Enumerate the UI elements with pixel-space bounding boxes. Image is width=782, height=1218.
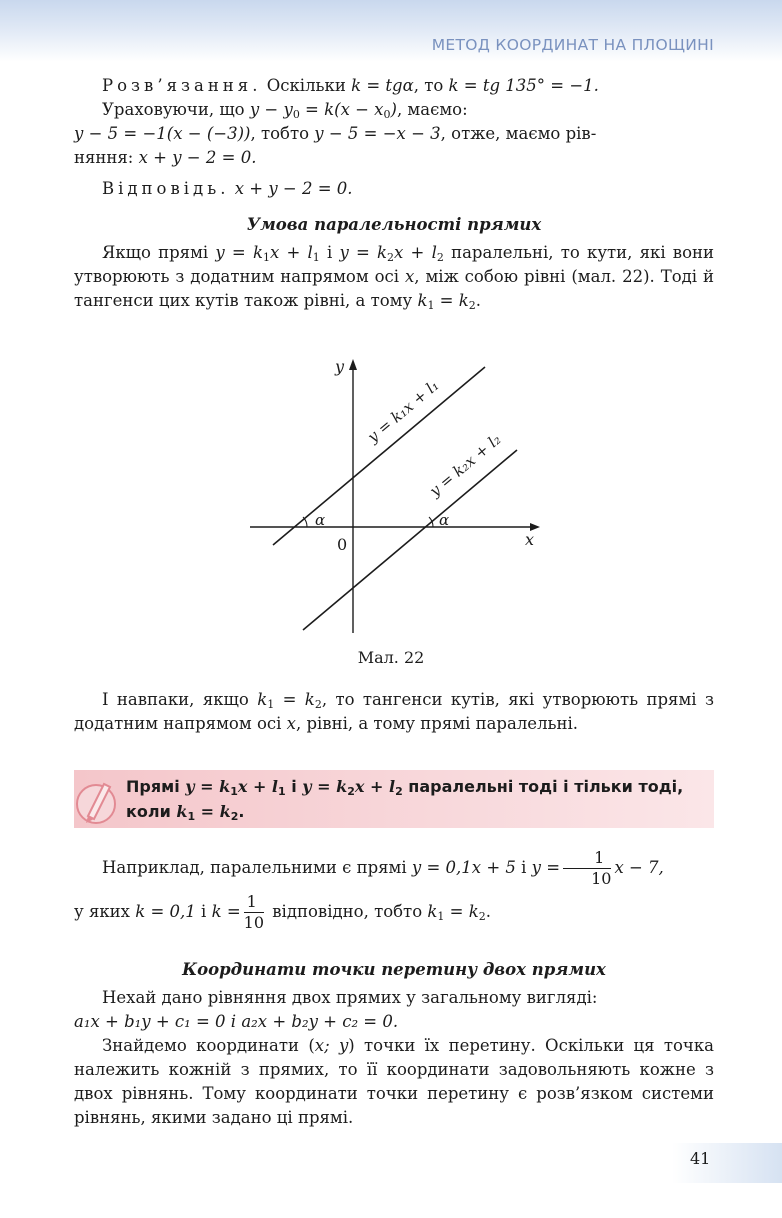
example-line-2: у яких k = 0,1 і k = $\frac{1}{10}$ відповідно, тобто $k_1 = k_2$. (74, 892, 491, 932)
running-header: МЕТОД КООРДИНАТ НА ПЛОЩИНІ (431, 36, 714, 54)
intersection-block (74, 958, 714, 1130)
example-block (74, 846, 714, 934)
figure-caption: Мал. 22 (357, 648, 425, 667)
parallel-paragraph: Якщо прямі $y = k_1x + l_1$ і $y = k_2x + l_2$ паралельні, то кути, які вони утворюють з додатним напрямом осі x, між собою рівні (мал. 22). Тоді й тангенси цих кутів також рівні, а тому $k_1 = k_2$. (74, 243, 715, 312)
x-axis-label: x (525, 530, 535, 549)
page-number: 41 (690, 1149, 711, 1168)
conversely-paragraph: І навпаки, якщо $k_1 = k_2$, то тангенси кутів, які утворюють прямі з додатним напрямом осі x, рівні, а тому прямі паралельні. (74, 690, 714, 733)
solution-line-4: няння: x + y − 2 = 0. (74, 148, 257, 167)
page-content (74, 70, 714, 313)
solution-line-2: Ураховуючи, що $y - y_0 = k(x - x_0)$, маємо: (102, 100, 468, 121)
intersection-heading: Координати точки перетину двох прямих (182, 960, 606, 979)
alpha-label-2: α (439, 511, 450, 529)
line-2 (303, 450, 517, 630)
fraction-one-tenth: $\frac{1}{10}$ (563, 848, 611, 889)
line-1-label: y = k₁x + l₁ (364, 376, 443, 447)
fraction-one-tenth-2: $\frac{1}{10}$ (243, 892, 265, 932)
footer-band (672, 1143, 782, 1183)
rule-box (74, 770, 714, 828)
parallel-heading: Умова паралельності прямих (246, 215, 542, 234)
solution-line-1: Розв’язання. Оскільки k = tgα, то k = tg 135° = −1. (102, 76, 599, 95)
line-2-label: y = k₂x + l₂ (426, 430, 505, 501)
y-axis-label: y (335, 357, 345, 376)
rule-text: Прямі $y = k_1x + l_1$ і $y = k_2x + l_2$ паралельні тоді і тільки тоді, коли $k_1 = k_2$. (126, 777, 684, 823)
intersection-paragraph-2: Знайдемо координати (x; y) точки їх перетину. Оскільки ця точка належить кожній з прямих, то її координати задовольняють кожне з двох рівнянь. Тому координати точки перетину є розв’язком системи рівнянь, якими задано ці прямі. (74, 1036, 714, 1127)
alpha-label-1: α (315, 511, 326, 529)
y-axis-arrow (349, 359, 357, 370)
pen-icon (74, 776, 120, 826)
answer-line: Відповідь. x + y − 2 = 0. (102, 179, 353, 198)
parallel-lines-figure (245, 355, 545, 640)
example-line-1: Наприклад, паралельними є прямі y = 0,1x + 5 і y = $\frac{1}{10}$ x − 7, (102, 848, 664, 888)
origin-label: 0 (337, 535, 348, 554)
intersection-paragraph-1: Нехай дано рівняння двох прямих у загальному вигляді: (102, 988, 598, 1007)
conversely-block (74, 688, 714, 736)
solution-line-3: y − 5 = −1(x − (−3)), тобто y − 5 = −x − 3, отже, маємо рів- (74, 124, 597, 143)
intersection-equations: a₁x + b₁y + c₁ = 0 і a₂x + b₂y + c₂ = 0. (74, 1012, 399, 1031)
